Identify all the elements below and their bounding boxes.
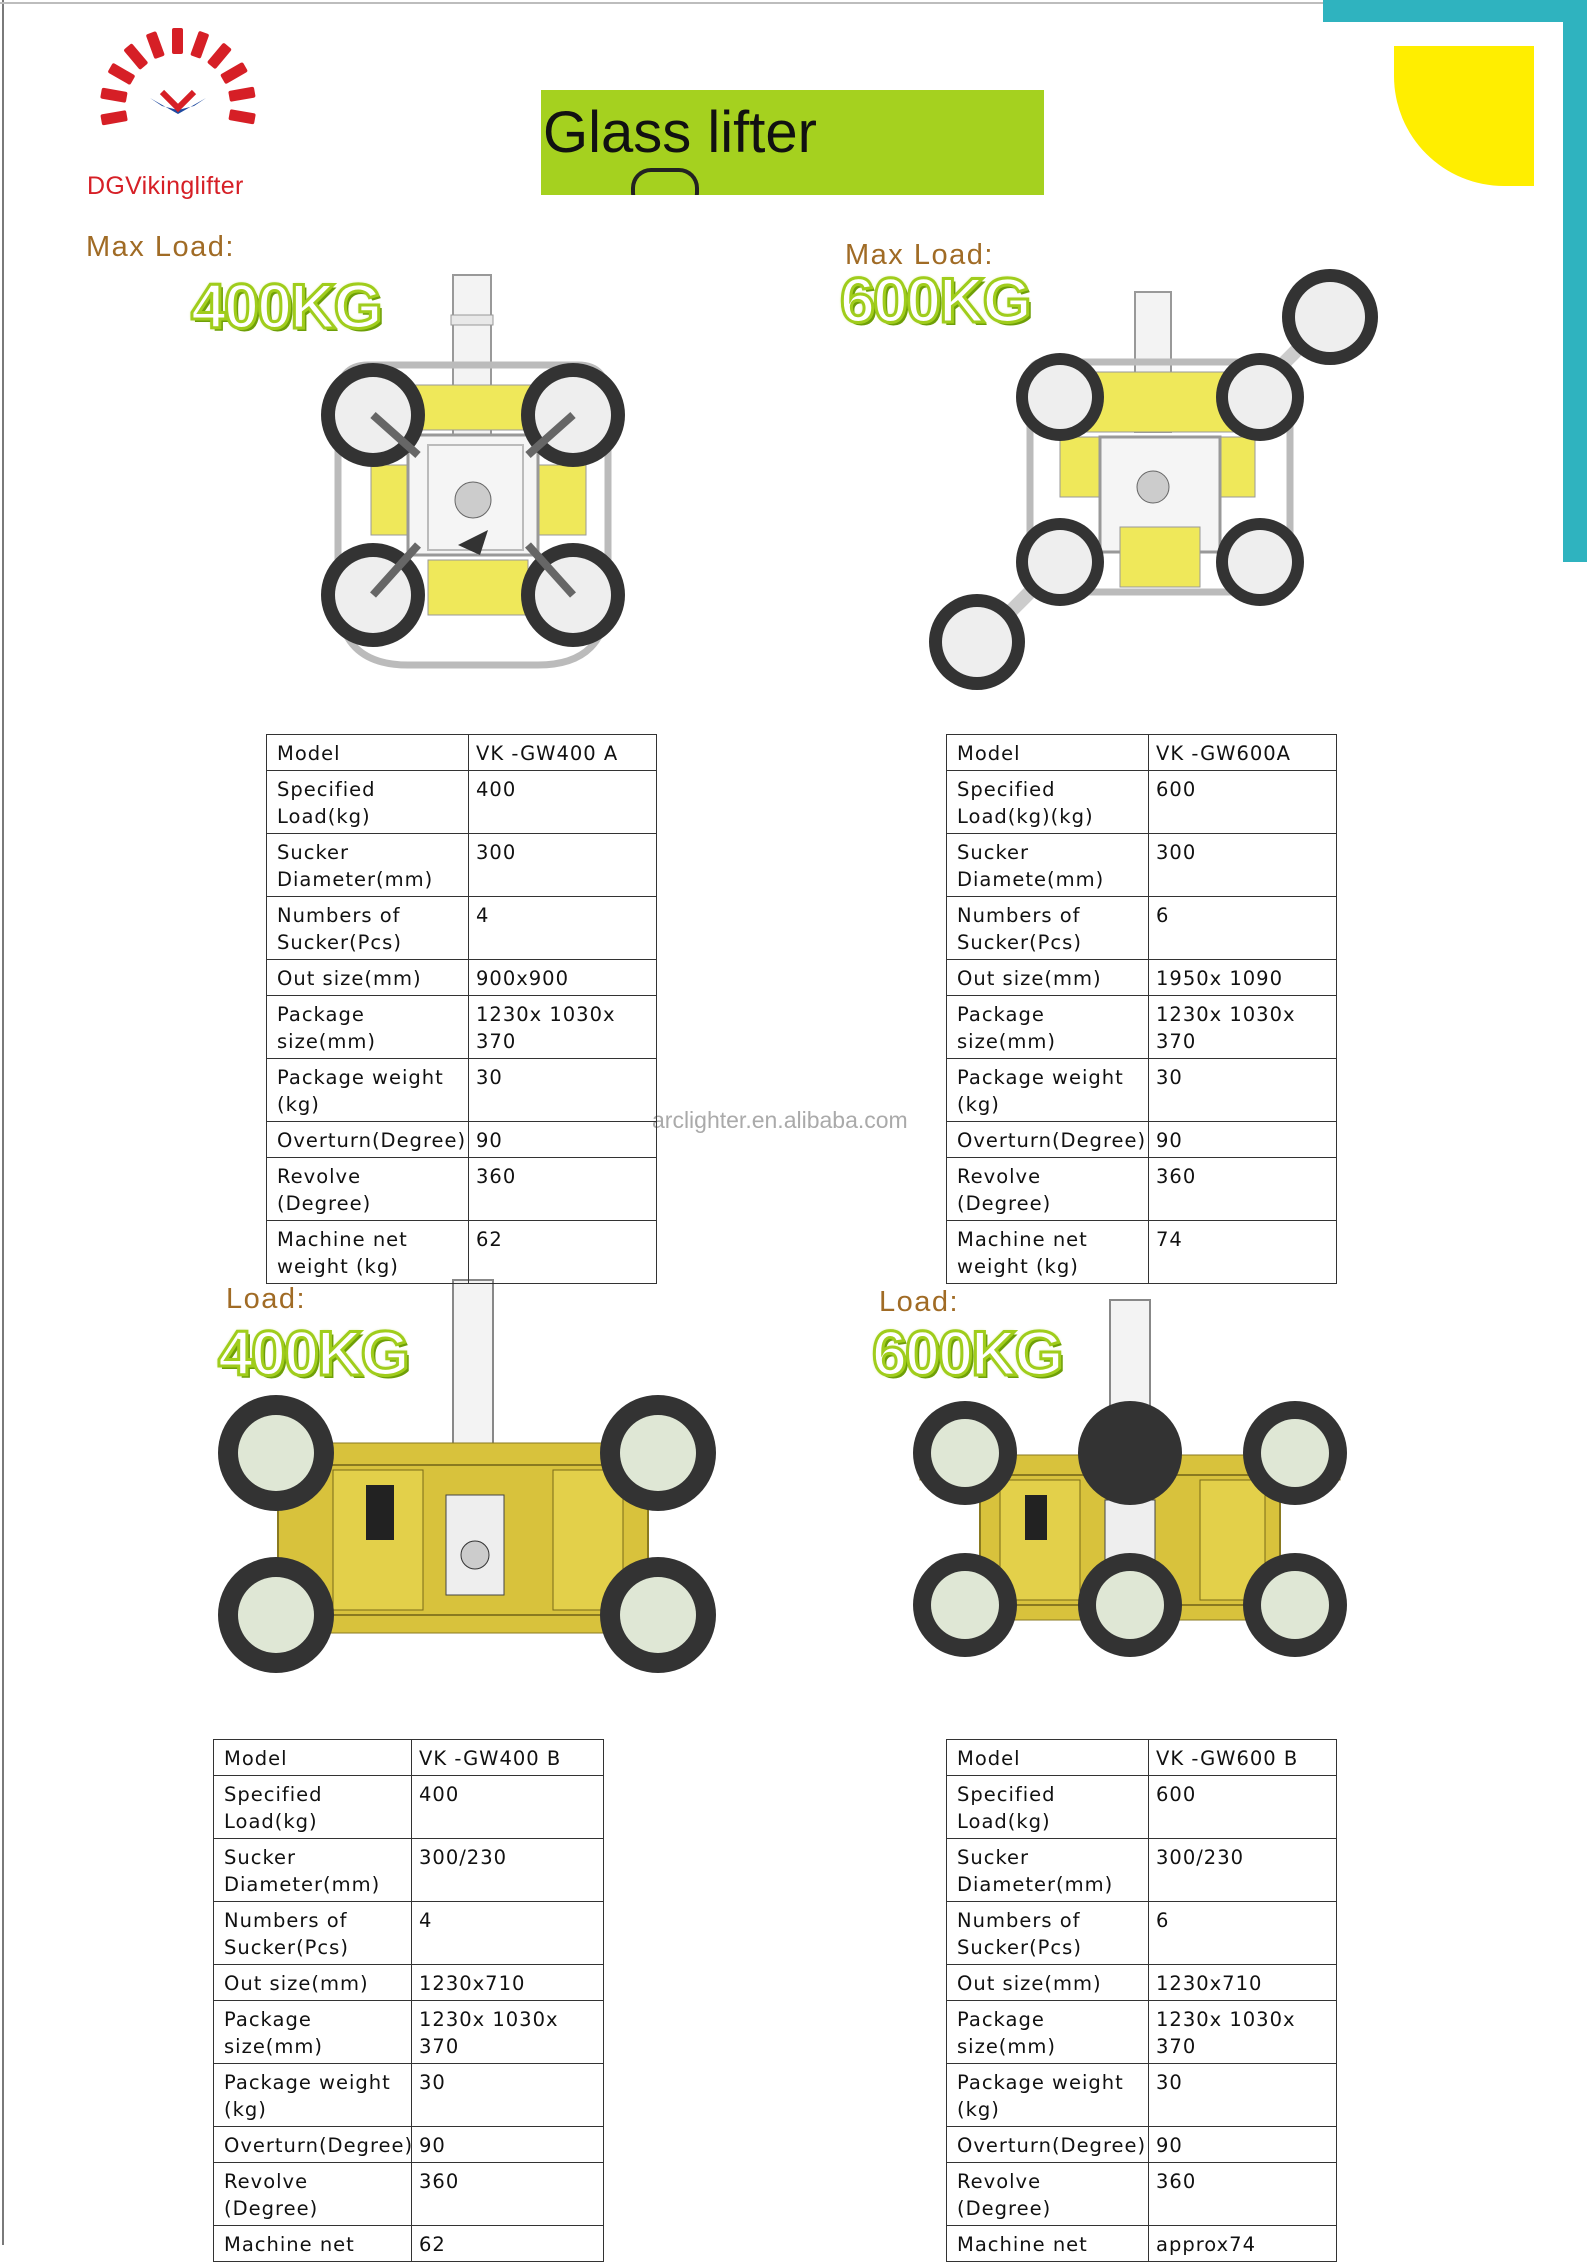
spec-value: 6	[1149, 897, 1337, 960]
spec-value: 300/230	[412, 1839, 604, 1902]
spec-table-gw400b	[213, 1739, 604, 2262]
table-row	[947, 1158, 1337, 1221]
corner-decoration-yellow	[1394, 46, 1534, 186]
brand-logo	[88, 26, 268, 156]
table-row	[947, 1776, 1337, 1839]
spec-value: 1230x 1030x 370	[1149, 2001, 1337, 2064]
spec-label: Overturn(Degree)	[947, 2127, 1149, 2163]
table-row	[267, 1158, 657, 1221]
spec-value: 300	[1149, 834, 1337, 897]
spec-value: 360	[1149, 1158, 1337, 1221]
table-row	[947, 1122, 1337, 1158]
spec-value: 1230x710	[412, 1965, 604, 2001]
spec-table-gw600b	[946, 1739, 1337, 2262]
spec-label: Specified Load(kg)	[214, 1776, 412, 1839]
spec-value: VK -GW400 A	[469, 735, 657, 771]
page-border-top	[0, 2, 1330, 4]
table-row	[947, 735, 1337, 771]
product-image-gw600b	[900, 1295, 1360, 1665]
table-row	[214, 1776, 604, 1839]
spec-label: Package weight (kg)	[214, 2064, 412, 2127]
spec-label: Revolve (Degree)	[947, 2163, 1149, 2226]
spec-label: Numbers of Sucker(Pcs)	[947, 1902, 1149, 1965]
table-row	[947, 996, 1337, 1059]
table-row	[947, 2127, 1337, 2163]
spec-value: 62	[469, 1221, 657, 1284]
spec-value: 400	[469, 771, 657, 834]
table-row	[267, 1221, 657, 1284]
spec-label: Sucker Diameter(mm)	[947, 1839, 1149, 1902]
table-row	[267, 897, 657, 960]
spec-label: Machine net weight (kg)	[947, 1221, 1149, 1284]
spec-label: Revolve (Degree)	[214, 2163, 412, 2226]
spec-label: Revolve (Degree)	[947, 1158, 1149, 1221]
table-row	[947, 2064, 1337, 2127]
spec-label: Out size(mm)	[947, 1965, 1149, 2001]
spec-label: Model	[214, 1740, 412, 1776]
spec-label: Numbers of Sucker(Pcs)	[947, 897, 1149, 960]
spec-value: 6	[1149, 1902, 1337, 1965]
spec-label: Overturn(Degree)	[267, 1122, 469, 1158]
spec-label: Overturn(Degree)	[214, 2127, 412, 2163]
spec-label: Specified Load(kg)	[947, 1776, 1149, 1839]
max-load-value: 600KG	[840, 266, 1030, 336]
spec-label: Specified Load(kg)(kg)	[947, 771, 1149, 834]
spec-value: VK -GW400 B	[412, 1740, 604, 1776]
spec-label: Package weight (kg)	[267, 1059, 469, 1122]
spec-value: 600	[1149, 1776, 1337, 1839]
table-row	[947, 2226, 1337, 2262]
corner-decoration-teal	[1323, 0, 1587, 22]
spec-label: Package size(mm)	[267, 996, 469, 1059]
spec-label: Sucker Diamete(mm)	[947, 834, 1149, 897]
product-image-gw600a	[925, 262, 1385, 692]
spec-value: 30	[1149, 2064, 1337, 2127]
table-row	[214, 2163, 604, 2226]
spec-value: 62	[412, 2226, 604, 2262]
spec-value: approx74	[1149, 2226, 1337, 2262]
table-row	[947, 1839, 1337, 1902]
table-row	[947, 1965, 1337, 2001]
spec-value: 90	[412, 2127, 604, 2163]
spec-value: 360	[469, 1158, 657, 1221]
spec-label: Overturn(Degree)	[947, 1122, 1149, 1158]
table-row	[947, 960, 1337, 996]
spec-value: 30	[469, 1059, 657, 1122]
load-value: 400KG	[218, 1319, 408, 1389]
spec-value: 300/230	[1149, 1839, 1337, 1902]
spec-label: Machine net weight (kg)	[267, 1221, 469, 1284]
table-row	[267, 735, 657, 771]
spec-value: 1230x 1030x 370	[1149, 996, 1337, 1059]
spec-label: Revolve (Degree)	[267, 1158, 469, 1221]
table-row	[214, 2064, 604, 2127]
table-row	[947, 1902, 1337, 1965]
spec-value: 1230x 1030x 370	[412, 2001, 604, 2064]
spec-table-gw400a	[266, 734, 657, 1284]
product-image-gw400a	[308, 265, 638, 675]
table-row	[214, 1839, 604, 1902]
spec-label: Package size(mm)	[214, 2001, 412, 2064]
spec-value: 300	[469, 834, 657, 897]
load-label: Load:	[226, 1283, 307, 1315]
spec-label: Sucker Diameter(mm)	[214, 1839, 412, 1902]
table-row	[947, 834, 1337, 897]
spec-label: Numbers of Sucker(Pcs)	[214, 1902, 412, 1965]
spec-value: 4	[412, 1902, 604, 1965]
spec-label: Out size(mm)	[947, 960, 1149, 996]
max-load-label: Max Load:	[845, 239, 994, 271]
table-row	[267, 834, 657, 897]
spec-value: VK -GW600 B	[1149, 1740, 1337, 1776]
table-row	[947, 897, 1337, 960]
spec-value: 90	[1149, 2127, 1337, 2163]
table-row	[214, 1740, 604, 1776]
table-row	[214, 2001, 604, 2064]
spec-value: 1950x 1090	[1149, 960, 1337, 996]
page-border-left	[2, 0, 4, 2245]
spec-label: Out size(mm)	[267, 960, 469, 996]
table-row	[267, 1122, 657, 1158]
spec-label: Machine net	[947, 2226, 1149, 2262]
spec-value: VK -GW600A	[1149, 735, 1337, 771]
table-row	[214, 2226, 604, 2262]
table-row	[947, 1740, 1337, 1776]
table-row	[214, 1902, 604, 1965]
spec-value: 900x900	[469, 960, 657, 996]
spec-label: Specified Load(kg)	[267, 771, 469, 834]
table-row	[214, 2127, 604, 2163]
spec-value: 400	[412, 1776, 604, 1839]
spec-label: Model	[947, 1740, 1149, 1776]
table-row	[947, 2163, 1337, 2226]
load-value: 600KG	[872, 1319, 1062, 1389]
spec-value: 4	[469, 897, 657, 960]
spec-label: Model	[947, 735, 1149, 771]
table-row	[267, 996, 657, 1059]
spec-value: 600	[1149, 771, 1337, 834]
product-image-gw400b	[218, 1275, 718, 1675]
spec-label: Package weight (kg)	[947, 2064, 1149, 2127]
spec-value: 90	[469, 1122, 657, 1158]
spec-value: 1230x 1030x 370	[469, 996, 657, 1059]
spec-value: 90	[1149, 1122, 1337, 1158]
table-row	[947, 2001, 1337, 2064]
page-title: Glass lifter	[543, 100, 817, 165]
max-load-label: Max Load:	[86, 231, 235, 263]
load-label: Load:	[879, 1286, 960, 1318]
spec-label: Package weight (kg)	[947, 1059, 1149, 1122]
spec-label: Numbers of Sucker(Pcs)	[267, 897, 469, 960]
table-row	[947, 771, 1337, 834]
spec-label: Package size(mm)	[947, 996, 1149, 1059]
table-row	[267, 1059, 657, 1122]
table-row	[267, 960, 657, 996]
spec-table-gw600a	[946, 734, 1337, 1284]
table-row	[947, 1221, 1337, 1284]
table-row	[267, 771, 657, 834]
spec-label: Package size(mm)	[947, 2001, 1149, 2064]
table-row	[947, 1059, 1337, 1122]
spec-label: Out size(mm)	[214, 1965, 412, 2001]
table-row	[214, 1965, 604, 2001]
spec-value: 74	[1149, 1221, 1337, 1284]
brand-name: DGVikinglifter	[87, 172, 244, 200]
spec-value: 360	[1149, 2163, 1337, 2226]
spec-label: Model	[267, 735, 469, 771]
side-decoration-teal	[1563, 22, 1587, 562]
spec-label: Machine net	[214, 2226, 412, 2262]
spec-value: 1230x710	[1149, 1965, 1337, 2001]
spec-value: 30	[1149, 1059, 1337, 1122]
max-load-value: 400KG	[191, 272, 381, 342]
spec-value: 30	[412, 2064, 604, 2127]
spec-value: 360	[412, 2163, 604, 2226]
watermark-text: arclighter.en.alibaba.com	[652, 1107, 908, 1133]
spec-label: Sucker Diameter(mm)	[267, 834, 469, 897]
